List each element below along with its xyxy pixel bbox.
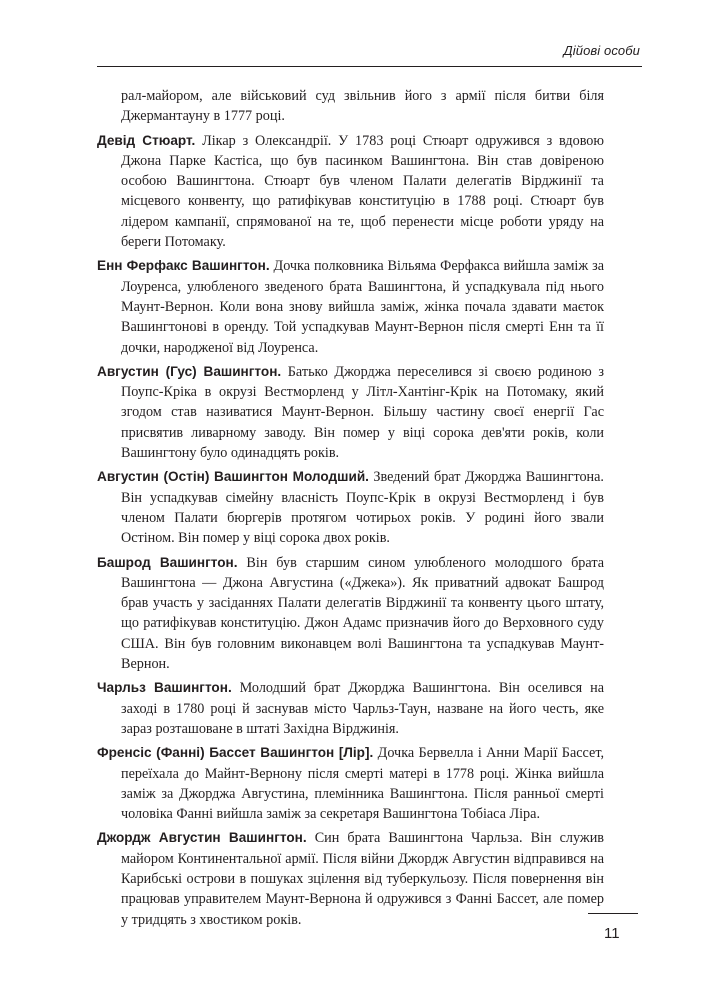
running-header	[97, 40, 642, 67]
entry-text: Дочка полковника Вільяма Ферфакса вийшла заміж за Лоуренса, улюбленого зведеного брата Вашингтона, й успадкувала під нього Маунт-Вернон. Коли вона знову вийшла заміж, жінка почала здавати маєток Вашингтонові в оренду. Той успадкував Маунт-Вернон після смерті Енн та її дочки, народженої від Лоуренса.	[121, 258, 604, 356]
continuation-paragraph: рал-майором, але військовий суд звільнив його з армії після битви біля Джермантауну в 1777 році.	[121, 88, 604, 125]
footer-rule	[588, 913, 638, 914]
entry-text: Батько Джорджа переселився зі своєю родиною з Поупс-Кріка в окрузі Вестморленд у Літл-Хантінг-Крік на Потомаку, який згодом став називатися Маунт-Вернон. Більшу частину своєї енергії Гас присвятив ливарному заводу. Він помер у віці сорока дев'яти років, коли Вашингтону було одинадцять років.	[121, 363, 604, 462]
entry-name: Джордж Августин Вашингтон.	[97, 830, 307, 846]
entry-name: Девід Стюарт.	[97, 132, 196, 148]
entry-text: Зведений брат Джорджа Вашингтона. Він успадкував сімейну власність Поупс-Крік в окрузі Вестморленд і був членом Палати бюргерів протягом чотирьох років. У родині його звали Остіном. Він помер у віці сорока двох років.	[121, 469, 604, 547]
entry-name: Чарльз Вашингтон.	[97, 680, 232, 696]
entry-name: Августин (Гус) Вашингтон.	[97, 363, 282, 379]
entry-name: Августин (Остін) Вашингтон Молодший.	[97, 469, 369, 485]
entry-text: Молодший брат Джорджа Вашингтона. Він оселився на заході в 1780 році й заснував місто Чарльз-Таун, назване на його честь, яке зараз розташоване в штаті Західна Вірджинія.	[121, 680, 604, 737]
text-body	[97, 86, 604, 934]
entry-bushrod-washington	[97, 553, 604, 675]
running-title: Дійові особи	[563, 43, 640, 58]
entry-david-stuart	[97, 131, 604, 253]
entry-ann-fairfax-washington	[97, 256, 604, 357]
entry-name: Енн Ферфакс Вашингтон.	[97, 258, 270, 274]
entry-name: Френсіс (Фанні) Бассет Вашингтон [Лір].	[97, 745, 374, 761]
entry-george-augustine-washington	[97, 828, 604, 929]
entry-frances-fanny-bassett-washington	[97, 743, 604, 824]
entry-charles-washington	[97, 678, 604, 739]
entry-text: Він був старшим сином улюбленого молодшого брата Вашингтона — Джона Августина («Джека»). Як приватний адвокат Башрод брав участь у засіданнях Палати делегатів Вірджинії та конвенту цього штату, що ратифікував конституцію. Джон Адамс призначив його до Верховного суду США. Він був головним виконавцем волі Вашингтона та успадкував Маунт-Вернон.	[121, 554, 605, 673]
page-number: 11	[604, 925, 620, 942]
entry-augustine-gus-washington	[97, 362, 604, 463]
entry-name: Башрод Вашингтон.	[97, 554, 238, 570]
entry-text: Син брата Вашингтона Чарльза. Він служив майором Континентальної армії. Після війни Джордж Августин відправився на Карибські острови в пошуках зцілення від туберкульозу. Після повернення він працював управителем Маунт-Вернона й одружився з Фанні Бассет, але помер у тридцять з хвостиком років.	[121, 830, 604, 928]
entry-text: Лікар з Олександрії. У 1783 році Стюарт одружився з вдовою Джона Парке Кастіса, що був пасинком Вашингтона. Він став довіреною особою Вашингтона. Стюарт був членом Палати делегатів Вірджинії та місцевого конвенту, що ратифікував конституцію в 1788 році. Стюарт був лідером кампанії, спрямованої на те, щоб перенести місце роботи уряду на береги Потомаку.	[121, 132, 604, 251]
entry-augustine-austin-washington-jr	[97, 467, 604, 548]
entry-text: Дочка Бервелла і Анни Марії Бассет, переїхала до Майнт-Вернону після смерті матері в 1778 році. Жінка вийшла заміж за Джорджа Августина, племінника Вашингтона. Після ранньої смерті чоловіка Фанні вийшла заміж за секретаря Вашингтона Тобіаса Ліра.	[121, 745, 604, 823]
